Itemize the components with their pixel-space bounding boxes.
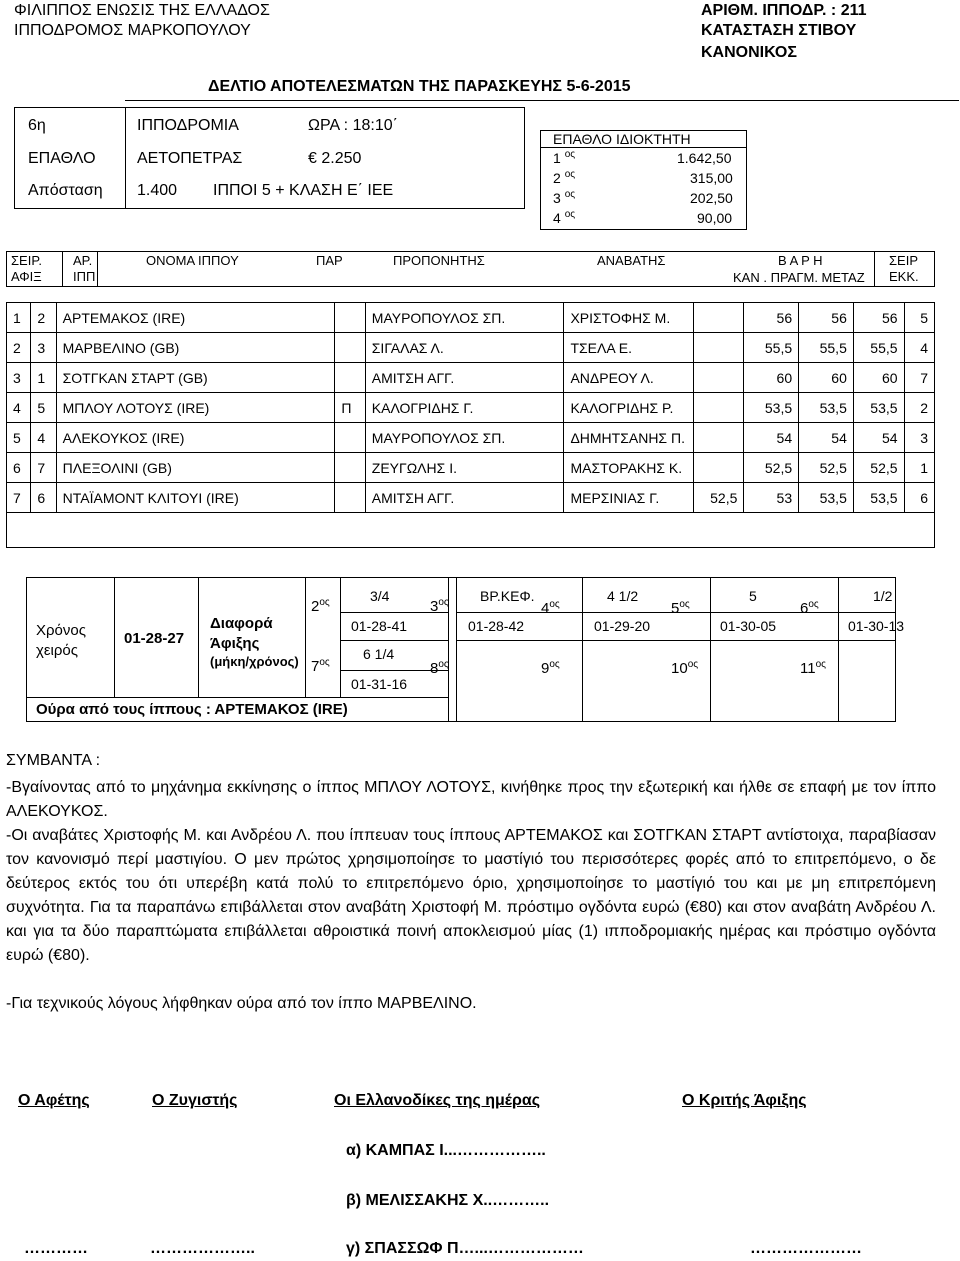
header-weight-sub: ΚΑΝ . ΠΡΑΓΜ. ΜΕΤΑΖ <box>733 270 865 285</box>
distance-label: Απόσταση <box>28 182 103 199</box>
table-row: 1 2 ΑΡΤΕΜΑΚΟΣ (IRE) ΜΑΥΡΟΠΟΥΛΟΣ ΣΠ. ΧΡΙΣΤΟΦΗΣ Μ. 56 56 56 5 <box>7 303 935 333</box>
header-finish-order: ΣΕΙΡ. ΑΦΙΞ <box>11 253 42 284</box>
bulletin-title: ΔΕΛΤΙΟ ΑΠΟΤΕΛΕΣΜΑΤΩΝ ΤΗΣ ΠΑΡΑΣΚΕΥΗΣ 5-6-2015 <box>208 78 631 95</box>
owner-prize-place: 1 $^{o\varsigma}$ <box>553 149 576 166</box>
owner-prize-place: 3 $^{o\varsigma}$ <box>553 189 576 206</box>
owner-prize-place: 4 $^{o\varsigma}$ <box>553 209 576 226</box>
header-horse-number: ΑΡ. ΙΠΠ <box>73 253 96 284</box>
table-row: 7 6 ΝΤΑΪΑΜΟΝΤ ΚΛΙΤΟΥΙ (IRE) ΑΜΙΤΣΗ ΑΓΓ. ΜΕΡΣΙΝΙΑΣ Γ. 52,5 53 53,5 53,5 6 <box>7 483 935 513</box>
meeting-number: ΑΡΙΘΜ. ΙΠΠΟΔΡ. : 211 <box>701 2 867 19</box>
place-6-ordinal: $6^{o\varsigma}$ <box>800 599 819 617</box>
place-3-margin: ΒΡ.ΚΕΦ. <box>480 588 535 604</box>
judge-signature-line: ………………… <box>750 1240 862 1257</box>
owner-prize-place: 2 $^{o\varsigma}$ <box>553 169 576 186</box>
header-exit-order: ΣΕΙΡ ΕΚΚ. <box>889 253 919 284</box>
place-2-ordinal: $2^{o\varsigma}$ <box>311 597 330 615</box>
table-row: 2 3 ΜΑΡΒΕΛΙΝΟ (GB) ΣΙΓΑΛΑΣ Λ. ΤΣΕΛΑ Ε. 55,5 55,5 55,5 4 <box>7 333 935 363</box>
race-word: ΙΠΠΟΔΡΟΜΙΑ <box>137 117 239 134</box>
table-row: 3 1 ΣΟΤΓΚΑΝ ΣΤΑΡΤ (GB) ΑΜΙΤΣΗ ΑΓΓ. ΑΝΔΡΕΟΥ Λ. 60 60 60 7 <box>7 363 935 393</box>
signature-stewards: Οι Ελλανοδίκες της ημέρας <box>334 1092 541 1109</box>
steward-a: α) ΚΑΜΠΑΣ Ι...…………….. <box>346 1142 546 1159</box>
owner-prize-amount: 202,50 <box>690 190 733 206</box>
table-row: 6 7 ΠΛΕΞΟΛΙΝΙ (GB) ΖΕΥΓΩΛΗΣ Ι. ΜΑΣΤΟΡΑΚΗΣ Κ. 52,5 52,5 52,5 1 <box>7 453 935 483</box>
owner-prize-amount: 90,00 <box>697 210 733 226</box>
place-11-ordinal: $11^{o\varsigma}$ <box>800 659 826 677</box>
margin-label: Διαφορά Άφιξης <box>210 615 273 652</box>
signature-starter: Ο Αφέτης <box>18 1092 90 1109</box>
race-number: 6η <box>28 117 46 134</box>
place-9-ordinal: $9^{o\varsigma}$ <box>541 659 560 677</box>
header-horse-name: ΟΝΟΜΑ ΙΠΠΟΥ <box>146 253 239 268</box>
signature-judge: Ο Κριτής Άφιξης <box>682 1092 807 1109</box>
incident-paragraph-2: -Οι αναβάτες Χριστοφής Μ. και Ανδρέου Λ. που ίππευαν τους ίππους ΑΡΤΕΜΑΚΟΣ και ΣΟΤΓΚΑΝ ΣΤΑΡΤ αντίστοιχα, παραβίασαν τον κανονισμό περί μαστιγίου. Ο μεν πρώτος χρησιμοποίησε το μαστίγιό του περισσότερες φορές από το επιτρεπόμενο, ο δε δεύτερος εκτός του ότι υπερέβη κατά πολύ το επιτρεπόμενο όριο, χρησιμοποίησε το μαστίγιό του και με μη επιτρεπόμενη συχνότητα. Για τα παραπάνω επιβάλλεται στον αναβάτη Χριστοφή Μ. πρόστιμο ογδόντα ευρώ (€80) και στον αναβάτη Ανδρέου Λ. και για τα δύο παραπτώματα επιβάλλεται αθροιστικά ποινή αποκλεισμού μίας (1) ιπποδρομιακής ημέρας και πρόστιμο ογδόντα ευρώ (€80). <box>6 827 936 964</box>
tail-horse: Ούρα από τους ίππους : ΑΡΤΕΜΑΚΟΣ (IRE) <box>36 701 348 718</box>
header-jockey: ΑΝΑΒΑΤΗΣ <box>597 253 666 268</box>
header-par: ΠΑΡ <box>316 253 343 268</box>
track-state-label: ΚΑΤΑΣΤΑΣΗ ΣΤΙΒΟΥ <box>701 22 857 39</box>
place-7-time: 01-31-16 <box>351 676 408 692</box>
place-2-margin: 3/4 <box>370 588 390 604</box>
starter-signature-line: ………… <box>24 1240 88 1257</box>
place-6-time: 01-30-13 <box>848 618 905 634</box>
hand-time-label: Χρόνος χειρός <box>36 622 86 659</box>
steward-c: γ) ΣΠΑΣΣΩΦ Π…...……………… <box>346 1240 584 1257</box>
place-2-time: 01-28-41 <box>351 618 408 634</box>
race-conditions: ΙΠΠΟΙ 5 + ΚΛΑΣΗ Ε΄ ΙΕΕ <box>213 182 394 199</box>
place-6-margin: 1/2 <box>873 588 893 604</box>
place-8-ordinal: $8^{o\varsigma}$ <box>430 659 449 677</box>
hand-time-value: 01-28-27 <box>124 630 185 647</box>
signature-weigher: Ο Ζυγιστής <box>152 1092 238 1109</box>
incident-paragraph-1: -Βγαίνοντας από το μηχάνημα εκκίνησης ο ίππος ΜΠΛΟΥ ΛΟΤΟΥΣ, κινήθηκε προς την εξωτερική και ήλθε σε επαφή με τον ίππο ΑΛΕΚΟΥΚΟΣ. <box>6 779 936 820</box>
place-10-ordinal: $10^{o\varsigma}$ <box>671 659 699 677</box>
place-5-margin: 5 <box>749 588 757 604</box>
table-row-empty <box>7 513 935 548</box>
distance-value: 1.400 <box>137 182 178 199</box>
prize-name: ΑΕΤΟΠΕΤΡΑΣ <box>137 150 243 167</box>
incident-paragraph-3: -Για τεχνικούς λόγους λήφθηκαν ούρα από τον ίππο ΜΑΡΒΕΛΙΝΟ. <box>6 995 477 1012</box>
header-trainer: ΠΡΟΠΟΝΗΤΗΣ <box>393 253 485 268</box>
table-row: 5 4 ΑΛΕΚΟΥΚΟΣ (IRE) ΜΑΥΡΟΠΟΥΛΟΣ ΣΠ. ΔΗΜΗΤΣΑΝΗΣ Π. 54 54 54 3 <box>7 423 935 453</box>
track-state-value: ΚΑΝΟΝΙΚΟΣ <box>701 44 797 61</box>
weigher-signature-line: ……………….. <box>150 1240 255 1257</box>
table-row: 4 5 ΜΠΛΟΥ ΛΟΤΟΥΣ (IRE) Π ΚΑΛΟΓΡΙΔΗΣ Γ. ΚΑΛΟΓΡΙΔΗΣ Ρ. 53,5 53,5 53,5 2 <box>7 393 935 423</box>
steward-b: β) ΜΕΛΙΣΣΑΚΗΣ Χ..……….. <box>346 1192 550 1209</box>
place-3-time: 01-28-42 <box>468 618 525 634</box>
place-7-margin: 6 1/4 <box>363 646 395 662</box>
place-5-time: 01-30-05 <box>720 618 777 634</box>
prize-amount: € 2.250 <box>308 150 362 167</box>
margin-sublabel: (μήκη/χρόνος) <box>210 654 299 669</box>
header-weight: Β Α Ρ Η <box>778 253 823 268</box>
place-4-time: 01-29-20 <box>594 618 651 634</box>
racecourse-name: ΙΠΠΟΔΡΟΜΟΣ ΜΑΡΚΟΠΟΥΛΟΥ <box>14 22 251 39</box>
place-7-ordinal: $7^{o\varsigma}$ <box>311 657 330 675</box>
federation-name: ΦΙΛΙΠΠΟΣ ΕΝΩΣΙΣ ΤΗΣ ΕΛΛΑΔΟΣ <box>14 2 270 19</box>
incidents-title: ΣΥΜΒΑΝΤΑ : <box>6 752 101 769</box>
results-table <box>6 302 935 548</box>
prize-label: ΕΠΑΘΛΟ <box>28 150 96 167</box>
place-3-ordinal: $3^{o\varsigma}$ <box>430 597 449 615</box>
place-5-ordinal: $5^{o\varsigma}$ <box>671 599 690 617</box>
place-4-margin: 4 1/2 <box>607 588 639 604</box>
owner-prize-amount: 315,00 <box>690 170 733 186</box>
owner-prize-amount: 1.642,50 <box>677 150 732 166</box>
owner-prize-title: ΕΠΑΘΛΟ ΙΔΙΟΚΤΗΤΗ <box>553 131 691 147</box>
place-4-ordinal: $4^{o\varsigma}$ <box>541 599 560 617</box>
race-time: ΩΡΑ : 18:10΄ <box>308 117 398 134</box>
